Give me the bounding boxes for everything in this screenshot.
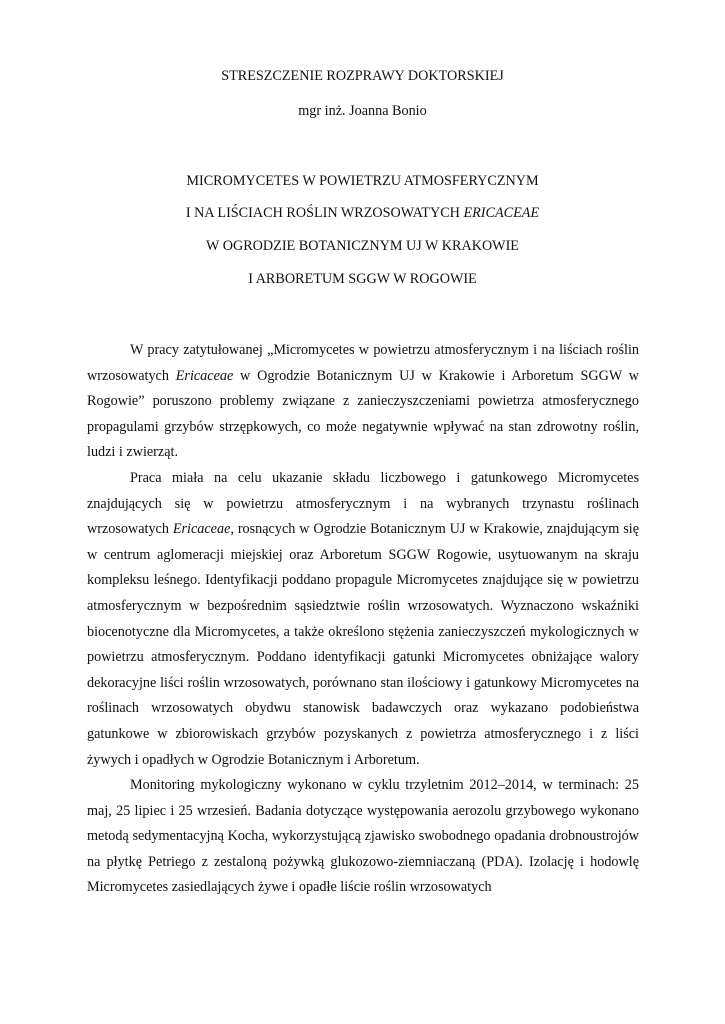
paragraph-1: [87, 338, 639, 466]
thesis-title-line-4: I ARBORETUM SGGW W ROGOWIE: [248, 271, 477, 287]
paragraph-1-text-a: W pracy zatytułowanej „Micromycetes w powietrzu atmosferycznym i na liściach roślin wrzosowatych: [87, 342, 639, 384]
thesis-title-line-2: [0, 204, 725, 222]
thesis-title-line-1: MICROMYCETES W POWIETRZU ATMOSFERYCZNYM: [186, 173, 539, 189]
paragraph-2-text-a: Praca miała na celu ukazanie składu liczbowego i gatunkowego Micromycetes znajdujących się w powietrzu atmosferycznym i na wybranych trzynastu roślinach wrzosowatych: [87, 469, 639, 538]
abstract-body: [87, 338, 639, 901]
paragraph-2-italic: Ericaceae: [172, 521, 231, 538]
thesis-title-ericaceae: ERICACEAE: [463, 205, 540, 221]
paragraph-2: [87, 466, 639, 773]
paragraph-1-italic: Ericaceae: [175, 367, 234, 384]
thesis-title-line-2-text: I NA LIŚCIACH ROŚLIN WRZOSOWATYCH: [185, 205, 464, 221]
thesis-title-line-3: W OGRODZIE BOTANICZNYM UJ W KRAKOWIE: [206, 238, 519, 254]
paragraph-1-text-b: w Ogrodzie Botanicznym UJ w Krakowie i Arboretum SGGW w Rogowie” poruszono problemy związane z zanieczyszczeniami powietrza atmosferycznego propagulami grzybów strzępkowych, co może negatywnie wpływać na stan zdrowotny roślin, ludzi i zwierząt.: [87, 367, 639, 461]
author-name: mgr inż. Joanna Bonio: [298, 103, 427, 119]
paragraph-2-text-b: , rosnących w Ogrodzie Botanicznym UJ w Krakowie, znajdującym się w centrum aglomeracji miejskiej oraz Arboretum SGGW Rogowie, usytuowanym na skraju kompleksu leśnego. Identyfikacji poddano propagule Micromycetes znajdujące się w powietrzu atmosferycznym w bezpośrednim sąsiedztwie roślin wrzosowatych. Wyznaczono wskaźniki biocenotyczne dla Micromycetes, a także określono stężenia zanieczyszczeń mykologicznych w powietrzu atmosferycznym. Poddano identyfikacji gatunki Micromycetes obniżające walory dekoracyjne liści roślin wrzosowatych, porównano stan ilościowy i gatunkowy Micromycetes na roślinach wrzosowatych obydwu stanowisk badawczych oraz wykazano podobieństwa gatunkowe w zbiorowiskach grzybów pozyskanych z powietrza atmosferycznego i z liści żywych i opadłych w Ogrodzie Botanicznym i Arboretum.: [87, 521, 639, 768]
paragraph-3: Monitoring mykologiczny wykonano w cyklu trzyletnim 2012–2014, w terminach: 25 maj, 25 lipiec i 25 wrzesień. Badania dotyczące występowania aerozolu grzybowego wykonano metodą sedymentacyjną Kocha, wykorzystującą zjawisko swobodnego opadania drobnoustrojów na płytkę Petriego z zestaloną pożywką glukozowo-ziemniaczaną (PDA). Izolację i hodowlę Micromycetes zasiedlających żywe i opadłe liście roślin wrzosowatych: [87, 777, 639, 896]
document-type-heading: STRESZCZENIE ROZPRAWY DOKTORSKIEJ: [221, 68, 504, 84]
